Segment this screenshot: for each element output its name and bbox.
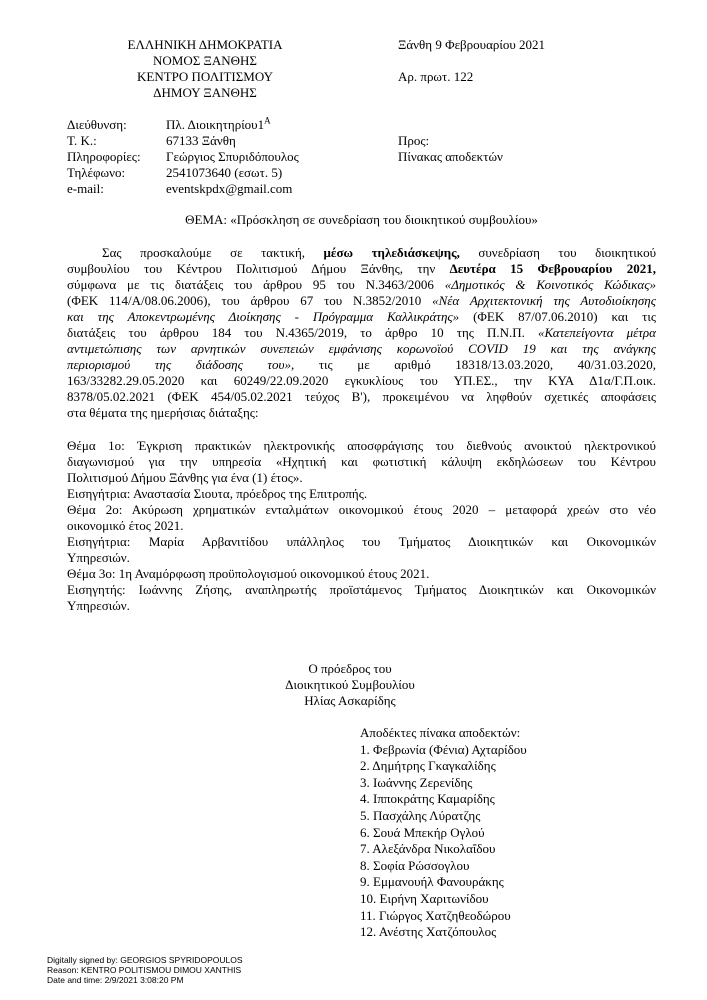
topic-2-rapporteur: Υπηρεσιών. [67,550,130,565]
contact-info-person: Γεώργιος Σπυριδόπουλος [166,149,299,164]
body-row: συμβουλίου του Κέντρου Πολιτισμού Δήμου Ξάνθης, την Δευτέρα 15 Φεβρουαρίου 2021, [67,261,656,276]
topic-3-rapporteur: Υπηρεσιών. [67,598,130,613]
recipient-value: Πίνακας αποδεκτών [398,149,503,164]
body-row: (ΦΕΚ 114/Α/08.06.2006), του άρθρου 67 του Ν.3852/2010 «Νέα Αρχιτεκτονική της Αυτοδιοίκησης [67,293,657,308]
body-row: περιορισμού της διάδοσης του», τις με αριθμό 18318/13.03.2020, 40/31.03.2020, [67,357,657,372]
list-item: 4. Ιπποκράτης Καμαρίδης [360,791,495,807]
recipients-list [360,725,527,941]
list-item: 2. Δημήτρης Γκαγκαλίδης [360,758,496,774]
topic-2-line: Θέμα 2ο: Ακύρωση χρηματικών ενταλμάτων οικονομικού έτους 2020 – μεταφορά χρεών στο νέο [67,502,656,517]
body-row: 163/33282.29.05.2020 και 60249/22.09.2020 εγκυκλίους του ΥΠ.ΕΣ., την ΚΥΑ Δ1α/Γ.Π.οικ. [67,373,656,388]
digital-signature-stamp [47,955,243,985]
signature-title: Ο πρόεδρος του [308,661,392,676]
header-line: ΕΛΛΗΝΙΚΗ ΔΗΜΟΚΡΑΤΙΑ [127,37,283,52]
header-line: ΔΗΜΟΥ ΞΑΝΘΗΣ [153,85,257,100]
topic-2-line: οικονομικό έτος 2021. [67,518,184,533]
list-item: 5. Πασχάλης Λύρατζης [360,807,481,823]
list-item: 9. Εμμανουήλ Φανουράκης [360,874,504,890]
contact-label: Τηλέφωνο: [67,165,126,180]
subject-line: ΘΕΜΑ: «Πρόσκληση σε συνεδρίαση του διοικητικού συμβουλίου» [185,212,538,227]
list-item: 10. Ειρήνη Χαριτωνίδου [360,890,489,906]
contact-address: Πλ. $\Delta\iota o\iota\kappa\eta\tau\eta\rho ίo\upsilon 1^A$ [166,115,271,132]
signature-block [250,661,450,709]
recipients-title: Αποδέκτες πίνακα αποδεκτών: [360,725,521,740]
topic-1-line: Θέμα 1ο: Έγκριση πρακτικών ηλεκτρονικής αποσφράγισης του διεθνούς ανοικτού ηλεκτρονικού [67,438,656,453]
protocol-number: Αρ. πρωτ. 122 [398,69,474,84]
topic-3-rapporteur: Εισηγητής: Ιωάννης Ζήσης, αναπληρωτής προϊστάμενος Τμήματος Διοικητικών και Οικονομικών [67,582,656,597]
body-paragraph [67,245,656,421]
header-line: ΚΕΝΤΡΟ ΠΟΛΙΤΙΣΜΟΥ [137,69,273,84]
address-superscript: Α [264,115,271,126]
body-row: 8378/05.02.2021 (ΦΕΚ 454/05.02.2021 τεύχος Β'), προκειμένου να ληφθούν σχετικές αποφάσεις [67,389,656,404]
topic-1-rapporteur: Εισηγήτρια: Αναστασία Σιουτα, πρόεδρος της Επιτροπής. [67,486,368,501]
list-item: 11. Γιώργος Χατζηθεοδώρου [360,907,511,923]
list-item: 1. Φεβρωνία (Φένια) Αχταρίδου [360,741,527,757]
list-item: 8. Σοφία Ρώσσογλου [360,857,470,873]
agenda-topics [67,438,656,614]
list-item: 7. Αλεξάνδρα Νικολαΐδου [360,841,496,857]
contact-label: Διεύθυνση: [67,117,127,132]
header-authority [105,37,305,101]
digital-signature-date: Date and time: 2/9/2021 3:08:20 PM [47,975,184,985]
contact-values [166,117,299,197]
signature-board: Διοικητικού Συμβουλίου [285,677,415,692]
signature-name: Ηλίας Ασκαρίδης [304,693,396,708]
body-row: στα θέματα της ημερήσιας διάταξης: [67,405,259,420]
body-row: και της Αποκεντρωμένης Διοίκησης - Πρόγραμμα Καλλικράτης» (ΦΕΚ 87/07.06.2010) και τις [67,309,657,324]
body-row: Σας προσκαλούμε σε τακτική, μέσω τηλεδιάσκεψης, συνεδρίαση του διοικητικού [102,245,657,260]
body-row: αντιμετώπισης των αρνητικών συνεπειών εμφάνισης κορωνοϊού COVID 19 και της ανάγκης [67,341,656,356]
document-date: Ξάνθη 9 Φεβρουαρίου 2021 [398,37,546,52]
topic-2-rapporteur: Εισηγήτρια: Μαρία Αρβανιτίδου υπάλληλος του Τμήματος Διοικητικών και Οικονομικών [67,534,656,549]
list-item: 6. Σουά Μπεκήρ Ογλού [360,824,485,840]
contact-labels [67,117,141,197]
contact-postcode: 67133 Ξάνθη [166,133,236,148]
body-row: σύμφωνα με τις διατάξεις του άρθρου 95 του Ν.3463/2006 «Δημοτικός & Κοινοτικός Κώδικας» [67,277,656,292]
contact-label: e-mail: [67,181,104,196]
contact-label: Πληροφορίες: [67,149,141,164]
contact-phone: 2541073640 (εσωτ. 5) [166,165,283,180]
list-item: 12. Ανέστης Χατζόπουλος [360,924,497,940]
recipient-label: Προς: [398,133,430,148]
list-item: 3. Ιωάννης Ζερενίδης [360,774,473,790]
topic-1-line: Πολιτισμού Δήμου Ξάνθης για ένα (1) έτος». [67,470,303,485]
contact-label: Τ. Κ.: [67,133,97,148]
digital-signature-reason: Reason: KENTRO POLITISMOU DIMOU XANTHIS [47,965,242,975]
header-line: ΝΟΜΟΣ ΞΑΝΘΗΣ [152,53,258,68]
contact-email: eventskpdx@gmail.com [166,181,293,196]
digital-signature-signer: Digitally signed by: GEORGIOS SPYRIDOPOULOS [47,955,243,965]
body-row: διατάξεις του άρθρου 184 του Ν.4365/2019, το άρθρο 10 της Π.Ν.Π. «Κατεπείγοντα μέτρα [67,325,656,340]
topic-1-line: διαγωνισμού για την υπηρεσία «Ηχητική και φωτιστική κάλυψη εκδηλώσεων του Κέντρου [67,454,656,469]
topic-3-line: Θέμα 3ο: 1η Αναμόρφωση προϋπολογισμού οικονομικού έτους 2021. [67,566,430,581]
